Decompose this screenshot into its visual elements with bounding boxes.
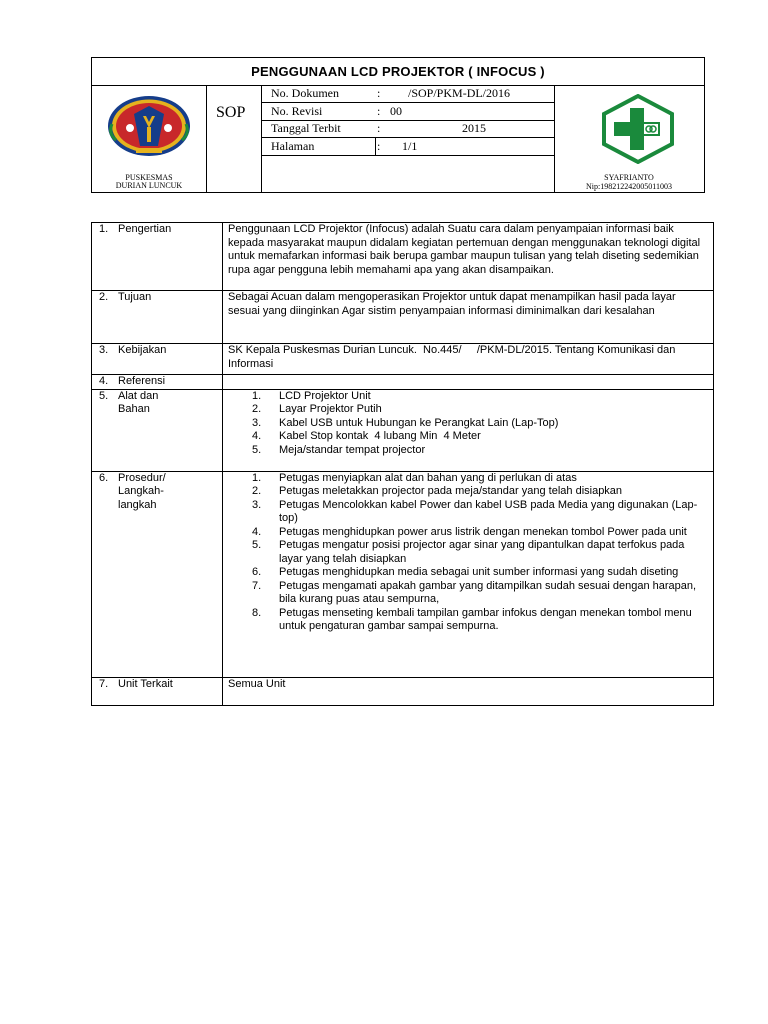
section-title: Prosedur/ Langkah-langkah [118,471,166,511]
doc-row-value: 1/1 [390,139,418,153]
item-text: Kabel Stop kontak 4 lubang Min 4 Meter [279,430,481,442]
list-item [228,499,709,526]
item-number: 5. [252,539,262,551]
section-label [92,375,223,390]
item-text: Layar Projektor Putih [279,403,382,415]
section-content: SK Kepala Puskesmas Durian Luncuk. No.445/ /PKM-DL/2015. Tentang Komunikasi dan Informasi [223,344,714,375]
doc-row-label: Tanggal Terbit [271,121,341,135]
list-item [228,539,709,566]
section-number: 7. [99,677,109,690]
list-item [228,566,709,580]
list-item [228,580,709,607]
section-number: 4. [99,375,109,387]
document-title: PENGGUNAAN LCD PROJEKTOR ( INFOCUS ) [92,58,704,86]
sop-content-table [91,222,714,706]
section-content: Semua Unit [223,677,714,705]
section-label [92,471,223,677]
section-label [92,389,223,471]
section-title: Alat dan Bahan [118,389,159,415]
puskesmas-emblem-icon [106,94,192,158]
item-number: 7. [252,579,262,592]
table-row [92,471,714,677]
health-cross-logo-icon [600,94,676,164]
doc-row-revision [262,103,554,121]
item-number: 1. [252,389,262,402]
doc-row-value: 00 [390,104,402,118]
item-number: 3. [252,416,262,429]
table-row [92,375,714,390]
item-number: 1. [252,471,262,484]
section-number: 1. [99,223,109,235]
item-text: Petugas mengamati apakah gambar yang ditampilkan sudah sesuai dengan harapan, bila kurang puas atau sempurna, [279,579,697,605]
list-item [228,607,709,634]
divider [375,138,376,155]
section-content: Penggunaan LCD Projektor (Infocus) adalah Suatu cara dalam penyampaian informasi baik kepada masyarakat maupun didalam kegiatan pertemuan dengan menggunakan teknologi digital untuk memafarkan informasi baik berupa gambar maupun tulisan yang telah diseting sedemikian rupa agar pengguna lebih memahami apa yang akan disampaikan. [223,223,714,291]
item-number: 3. [252,498,262,511]
section-content: Sebagai Acuan dalam mengoperasikan Projektor untuk dapat menampilkan hasil pada layar sesuai yang diinginkan Agar sistim penyampaian informasi diminimalkan dari kesalahan [223,291,714,344]
table-row [92,291,714,344]
item-text: Petugas Mencolokkan kabel Power dan kabel USB pada Media yang digunakan (Lap-top) [279,498,698,524]
document-header [91,57,705,193]
item-text: Petugas menghidupkan power arus listrik dengan menekan tombol Power pada unit [279,525,687,538]
section-title: Kebijakan [118,344,167,356]
list-item [228,403,709,417]
doc-row-value: 2015 [390,121,486,135]
list-item [228,390,709,404]
signer-block [554,173,704,191]
item-text: Meja/standar tempat projector [279,443,426,456]
section-number: 6. [99,471,109,484]
item-number: 2. [252,403,262,415]
doc-row-issue-date [262,120,554,138]
section-content [223,471,714,677]
item-text: Petugas meletakkan projector pada meja/standar yang telah disiapkan [279,485,623,497]
item-text: Petugas mengatur posisi projector agar sinar yang dipantulkan dapat terfokus pada layar yang telah disiapkan [279,539,685,565]
item-number: 8. [252,606,262,619]
item-text: Petugas menyiapkan alat dan bahan yang di perlukan di atas [279,471,577,484]
table-row [92,677,714,705]
item-text: LCD Projektor Unit [279,389,371,402]
doc-row-label: No. Revisi [271,104,323,118]
section-title: Pengertian [118,223,172,235]
section-label [92,677,223,705]
doc-row-label: Halaman [271,139,315,153]
section-content [223,375,714,390]
item-number: 4. [252,430,262,442]
signer-name: SYAFRIANTO [604,173,654,182]
list-item [228,485,709,499]
section-title: Referensi [118,375,166,387]
item-text: Petugas menseting kembali tampilan gambar infokus dengan menekan tombol menu untuk pengaturan gambar sampai sempurna. [279,606,692,632]
sop-label: SOP [216,104,246,121]
section-number: 2. [99,291,109,303]
section-number: 3. [99,344,109,356]
section-label [92,223,223,291]
table-row [92,389,714,471]
divider [206,85,207,192]
procedure-list [228,472,709,634]
doc-row-label: No. Dokumen [271,86,339,100]
doc-row-separator: : [377,86,381,100]
doc-row-value: /SOP/PKM-DL/2016 [390,86,511,100]
section-content [223,389,714,471]
section-title: Tujuan [118,291,152,303]
section-number: 5. [99,389,109,402]
item-number: 4. [252,525,262,538]
doc-row-separator: : [377,139,381,153]
list-item [228,526,709,540]
doc-row-separator: : [377,121,381,135]
doc-row-number [262,85,554,103]
equipment-list [228,390,709,458]
item-number: 6. [252,566,262,578]
list-item [228,430,709,444]
org-name-line-2: DURIAN LUNCUK [115,181,183,190]
doc-row-separator: : [377,104,381,118]
table-row [92,344,714,375]
list-item [228,417,709,431]
organization-name [92,174,206,190]
list-item [228,444,709,458]
section-label [92,291,223,344]
section-label [92,344,223,375]
doc-row-page [262,138,554,156]
org-name-line-1: PUSKESMAS [125,173,173,182]
item-number: 5. [252,443,262,456]
list-item [228,472,709,486]
section-title: Unit Terkait [118,677,173,690]
signer-nip: Nip:198212242005011003 [586,182,672,191]
table-row [92,223,714,291]
item-number: 2. [252,485,262,497]
item-text: Petugas menghidupkan media sebagai unit sumber informasi yang sudah diseting [279,566,679,578]
item-text: Kabel USB untuk Hubungan ke Perangkat Lain (Lap-Top) [279,416,559,429]
